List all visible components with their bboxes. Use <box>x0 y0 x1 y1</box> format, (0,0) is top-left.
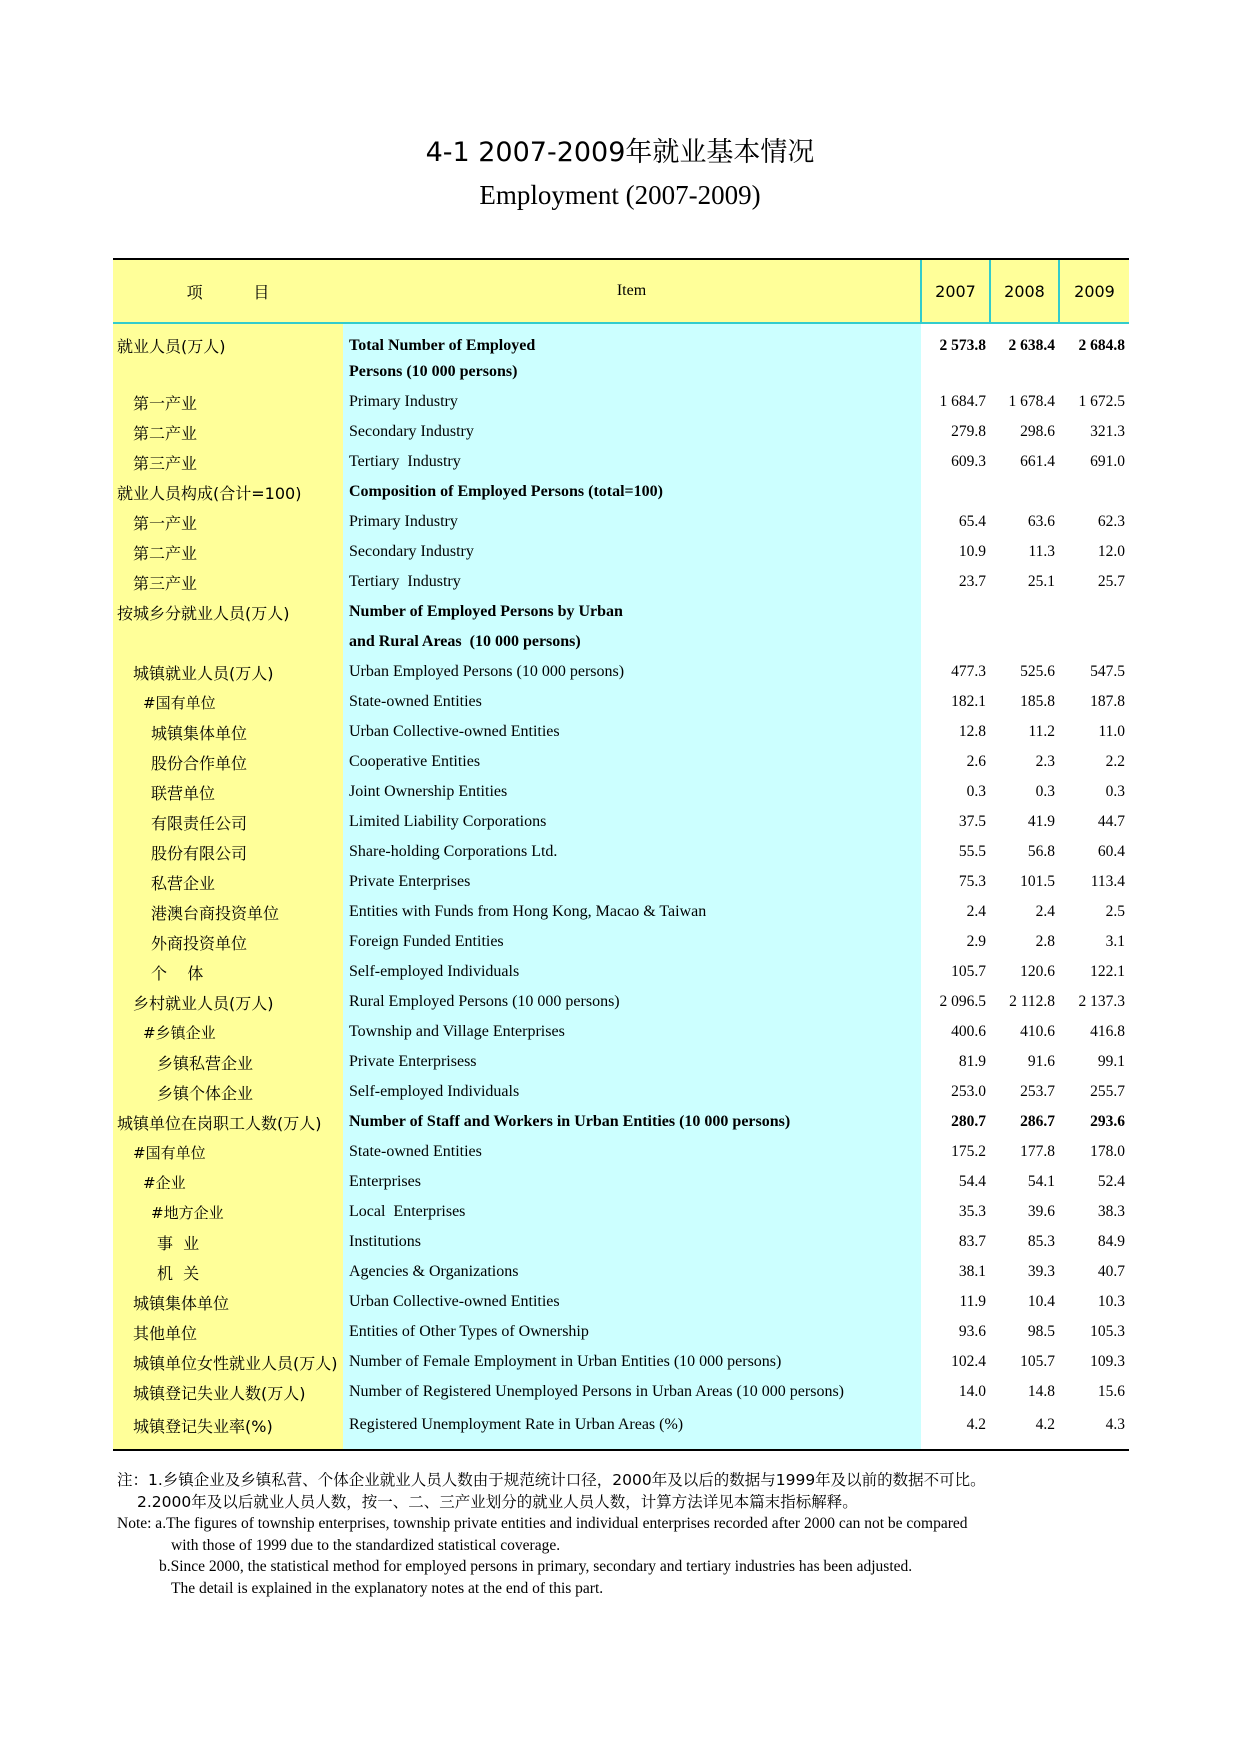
value-2009: 113.4 <box>1059 867 1129 897</box>
value-2007: 2.6 <box>921 747 990 777</box>
row-label-en: Total Number of Employed <box>343 323 921 357</box>
value-2008: 298.6 <box>990 417 1059 447</box>
value-2007: 11.9 <box>921 1287 990 1317</box>
value-2009: 255.7 <box>1059 1077 1129 1107</box>
value-2009: 691.0 <box>1059 447 1129 477</box>
value-2008: 286.7 <box>990 1107 1059 1137</box>
table-row <box>113 1137 1129 1167</box>
value-2007: 2 573.8 <box>921 323 990 357</box>
value-2008: 253.7 <box>990 1077 1059 1107</box>
row-label-cn: 就业人员构成(合计=100) <box>113 477 343 507</box>
row-label-en: Number of Female Employment in Urban Entities (10 000 persons) <box>343 1347 921 1377</box>
row-label-en: Number of Registered Unemployed Persons in Urban Areas (10 000 persons) <box>343 1377 921 1407</box>
table-row <box>113 567 1129 597</box>
table-row <box>113 537 1129 567</box>
value-2008: 10.4 <box>990 1287 1059 1317</box>
table-row <box>113 323 1129 357</box>
value-2008: 11.3 <box>990 537 1059 567</box>
table-row <box>113 747 1129 777</box>
row-label-en: Self-employed Individuals <box>343 957 921 987</box>
value-2007: 83.7 <box>921 1227 990 1257</box>
value-2008: 39.6 <box>990 1197 1059 1227</box>
table-row <box>113 1197 1129 1227</box>
table-row <box>113 1107 1129 1137</box>
value-2008 <box>990 597 1059 627</box>
row-label-cn <box>113 627 343 657</box>
table-row <box>113 1377 1129 1407</box>
value-2008 <box>990 627 1059 657</box>
row-label-cn: 第一产业 <box>113 387 343 417</box>
row-label-cn: 乡镇私营企业 <box>113 1047 343 1077</box>
table-row <box>113 1347 1129 1377</box>
row-label-en: Foreign Funded Entities <box>343 927 921 957</box>
value-2007: 12.8 <box>921 717 990 747</box>
row-label-cn: 城镇集体单位 <box>113 717 343 747</box>
table-row <box>113 777 1129 807</box>
row-label-cn: 第二产业 <box>113 537 343 567</box>
value-2007: 175.2 <box>921 1137 990 1167</box>
value-2007: 1 684.7 <box>921 387 990 417</box>
value-2009: 4.3 <box>1059 1407 1129 1450</box>
value-2008: 410.6 <box>990 1017 1059 1047</box>
table-row <box>113 927 1129 957</box>
row-label-en: Self-employed Individuals <box>343 1077 921 1107</box>
table-row <box>113 1077 1129 1107</box>
value-2008: 91.6 <box>990 1047 1059 1077</box>
row-label-cn: 个 体 <box>113 957 343 987</box>
row-label-en: Share-holding Corporations Ltd. <box>343 837 921 867</box>
row-label-en: Joint Ownership Entities <box>343 777 921 807</box>
row-label-cn: 港澳台商投资单位 <box>113 897 343 927</box>
value-2009: 547.5 <box>1059 657 1129 687</box>
row-label-en: Private Enterprises <box>343 867 921 897</box>
table-row <box>113 987 1129 1017</box>
row-label-en: Registered Unemployment Rate in Urban Areas (%) <box>343 1407 921 1450</box>
value-2007: 4.2 <box>921 1407 990 1450</box>
table-row <box>113 597 1129 627</box>
table-row <box>113 1287 1129 1317</box>
row-label-cn: 第一产业 <box>113 507 343 537</box>
value-2007: 280.7 <box>921 1107 990 1137</box>
value-2009 <box>1059 597 1129 627</box>
value-2009: 25.7 <box>1059 567 1129 597</box>
header-year-2008: 2008 <box>990 259 1059 323</box>
value-2009: 178.0 <box>1059 1137 1129 1167</box>
value-2008 <box>990 477 1059 507</box>
row-label-cn: 乡村就业人员(万人) <box>113 987 343 1017</box>
table-row <box>113 507 1129 537</box>
row-label-cn: 股份有限公司 <box>113 837 343 867</box>
header-item-en: Item <box>343 259 921 323</box>
value-2008: 25.1 <box>990 567 1059 597</box>
row-label-en: State-owned Entities <box>343 1137 921 1167</box>
value-2009: 2 137.3 <box>1059 987 1129 1017</box>
row-label-en: Entities of Other Types of Ownership <box>343 1317 921 1347</box>
row-label-cn: 城镇就业人员(万人) <box>113 657 343 687</box>
value-2009: 11.0 <box>1059 717 1129 747</box>
row-label-cn: #地方企业 <box>113 1197 343 1227</box>
value-2009: 15.6 <box>1059 1377 1129 1407</box>
row-label-cn: 机 关 <box>113 1257 343 1287</box>
table-row <box>113 417 1129 447</box>
value-2008: 2.3 <box>990 747 1059 777</box>
value-2008: 661.4 <box>990 447 1059 477</box>
table-row <box>113 1317 1129 1347</box>
row-label-en: Primary Industry <box>343 387 921 417</box>
table-row <box>113 1167 1129 1197</box>
row-label-cn: #国有单位 <box>113 687 343 717</box>
value-2007 <box>921 477 990 507</box>
table-row <box>113 867 1129 897</box>
row-label-cn: 私营企业 <box>113 867 343 897</box>
note-en-3: b.Since 2000, the statistical method for employed persons in primary, secondary and tertiary industries has been adjusted. <box>159 1558 913 1575</box>
value-2009: 12.0 <box>1059 537 1129 567</box>
table-row <box>113 1257 1129 1287</box>
value-2007: 477.3 <box>921 657 990 687</box>
value-2007: 182.1 <box>921 687 990 717</box>
value-2008: 2.4 <box>990 897 1059 927</box>
value-2007: 2 096.5 <box>921 987 990 1017</box>
table-row <box>113 477 1129 507</box>
value-2008: 39.3 <box>990 1257 1059 1287</box>
row-label-en: Urban Collective-owned Entities <box>343 717 921 747</box>
row-label-en: Persons (10 000 persons) <box>343 357 921 387</box>
value-2008: 120.6 <box>990 957 1059 987</box>
row-label-en: Rural Employed Persons (10 000 persons) <box>343 987 921 1017</box>
table-header-row <box>113 259 1129 323</box>
row-label-cn: 有限责任公司 <box>113 807 343 837</box>
value-2007: 400.6 <box>921 1017 990 1047</box>
row-label-en: Secondary Industry <box>343 417 921 447</box>
value-2008: 101.5 <box>990 867 1059 897</box>
row-label-cn: #乡镇企业 <box>113 1017 343 1047</box>
value-2009 <box>1059 357 1129 387</box>
value-2009: 2.5 <box>1059 897 1129 927</box>
value-2008: 177.8 <box>990 1137 1059 1167</box>
row-label-en: Agencies & Organizations <box>343 1257 921 1287</box>
value-2008: 56.8 <box>990 837 1059 867</box>
table-row <box>113 1017 1129 1047</box>
row-label-cn: 事 业 <box>113 1227 343 1257</box>
value-2009: 3.1 <box>1059 927 1129 957</box>
value-2009: 293.6 <box>1059 1107 1129 1137</box>
page-title-cn: 4-1 2007-2009年就业基本情况 <box>425 137 815 168</box>
value-2009: 109.3 <box>1059 1347 1129 1377</box>
row-label-en: Institutions <box>343 1227 921 1257</box>
value-2007: 609.3 <box>921 447 990 477</box>
table-row <box>113 1047 1129 1077</box>
note-en-4: The detail is explained in the explanatory notes at the end of this part. <box>171 1579 604 1597</box>
value-2007: 65.4 <box>921 507 990 537</box>
row-label-en: Composition of Employed Persons (total=100) <box>343 477 921 507</box>
row-label-en: Private Enterprisess <box>343 1047 921 1077</box>
row-label-en: Limited Liability Corporations <box>343 807 921 837</box>
table-row <box>113 627 1129 657</box>
row-label-cn: 其他单位 <box>113 1317 343 1347</box>
page-title-en: Employment (2007-2009) <box>479 180 761 210</box>
value-2008: 185.8 <box>990 687 1059 717</box>
row-label-en: Number of Staff and Workers in Urban Entities (10 000 persons) <box>343 1107 921 1137</box>
row-label-cn: #国有单位 <box>113 1137 343 1167</box>
value-2007: 35.3 <box>921 1197 990 1227</box>
header-item-cn: 项 目 <box>113 259 343 323</box>
employment-table-container <box>113 258 1129 1451</box>
value-2008: 63.6 <box>990 507 1059 537</box>
row-label-cn: 乡镇个体企业 <box>113 1077 343 1107</box>
value-2009: 122.1 <box>1059 957 1129 987</box>
value-2008: 0.3 <box>990 777 1059 807</box>
row-label-en: Township and Village Enterprises <box>343 1017 921 1047</box>
footnotes <box>117 1470 1127 1599</box>
value-2008: 85.3 <box>990 1227 1059 1257</box>
header-year-2009: 2009 <box>1059 259 1129 323</box>
table-row <box>113 1227 1129 1257</box>
value-2008: 11.2 <box>990 717 1059 747</box>
value-2007: 2.9 <box>921 927 990 957</box>
value-2009: 52.4 <box>1059 1167 1129 1197</box>
value-2009: 2 684.8 <box>1059 323 1129 357</box>
table-row <box>113 957 1129 987</box>
row-label-en: and Rural Areas (10 000 persons) <box>343 627 921 657</box>
value-2007: 38.1 <box>921 1257 990 1287</box>
row-label-en: Urban Employed Persons (10 000 persons) <box>343 657 921 687</box>
value-2009: 60.4 <box>1059 837 1129 867</box>
row-label-cn: 城镇单位在岗职工人数(万人) <box>113 1107 343 1137</box>
row-label-en: Tertiary Industry <box>343 567 921 597</box>
row-label-cn: 联营单位 <box>113 777 343 807</box>
value-2007: 81.9 <box>921 1047 990 1077</box>
value-2007 <box>921 627 990 657</box>
row-label-en: Cooperative Entities <box>343 747 921 777</box>
value-2007: 55.5 <box>921 837 990 867</box>
value-2007: 14.0 <box>921 1377 990 1407</box>
value-2009: 187.8 <box>1059 687 1129 717</box>
value-2007: 279.8 <box>921 417 990 447</box>
value-2007: 54.4 <box>921 1167 990 1197</box>
value-2007: 10.9 <box>921 537 990 567</box>
value-2007 <box>921 597 990 627</box>
row-label-en: Tertiary Industry <box>343 447 921 477</box>
row-label-cn: 股份合作单位 <box>113 747 343 777</box>
value-2008: 1 678.4 <box>990 387 1059 417</box>
value-2008: 98.5 <box>990 1317 1059 1347</box>
row-label-cn: 按城乡分就业人员(万人) <box>113 597 343 627</box>
table-row <box>113 687 1129 717</box>
value-2008: 4.2 <box>990 1407 1059 1450</box>
row-label-cn: 第三产业 <box>113 567 343 597</box>
value-2009: 99.1 <box>1059 1047 1129 1077</box>
table-row <box>113 657 1129 687</box>
value-2008: 525.6 <box>990 657 1059 687</box>
row-label-cn: 城镇登记失业人数(万人) <box>113 1377 343 1407</box>
value-2009: 38.3 <box>1059 1197 1129 1227</box>
value-2007: 105.7 <box>921 957 990 987</box>
table-row <box>113 897 1129 927</box>
value-2007: 2.4 <box>921 897 990 927</box>
value-2009 <box>1059 477 1129 507</box>
value-2008: 2.8 <box>990 927 1059 957</box>
note-cn-2: 2.2000年及以后就业人员人数，按一、二、三产业划分的就业人员人数，计算方法详见本篇末指标解释。 <box>137 1492 858 1511</box>
value-2008: 2 112.8 <box>990 987 1059 1017</box>
row-label-en: Local Enterprises <box>343 1197 921 1227</box>
row-label-cn: 外商投资单位 <box>113 927 343 957</box>
table-row <box>113 357 1129 387</box>
row-label-cn: #企业 <box>113 1167 343 1197</box>
value-2007: 102.4 <box>921 1347 990 1377</box>
value-2009 <box>1059 627 1129 657</box>
value-2007: 0.3 <box>921 777 990 807</box>
value-2007: 253.0 <box>921 1077 990 1107</box>
table-row <box>113 807 1129 837</box>
value-2009: 2.2 <box>1059 747 1129 777</box>
value-2007: 75.3 <box>921 867 990 897</box>
note-en-2: with those of 1999 due to the standardized statistical coverage. <box>171 1536 561 1554</box>
row-label-cn: 城镇登记失业率(%) <box>113 1407 343 1450</box>
row-label-cn: 第二产业 <box>113 417 343 447</box>
value-2007 <box>921 357 990 387</box>
value-2009: 0.3 <box>1059 777 1129 807</box>
row-label-cn: 就业人员(万人) <box>113 323 343 357</box>
row-label-en: State-owned Entities <box>343 687 921 717</box>
value-2009: 416.8 <box>1059 1017 1129 1047</box>
value-2009: 62.3 <box>1059 507 1129 537</box>
value-2008: 105.7 <box>990 1347 1059 1377</box>
table-row <box>113 717 1129 747</box>
value-2007: 23.7 <box>921 567 990 597</box>
note-cn-1: 注：1.乡镇企业及乡镇私营、个体企业就业人员人数由于规范统计口径，2000年及以后的数据与1999年及以前的数据不可比。 <box>117 1471 986 1489</box>
row-label-en: Secondary Industry <box>343 537 921 567</box>
table-body <box>113 323 1129 1450</box>
employment-table <box>113 258 1129 1451</box>
value-2008 <box>990 357 1059 387</box>
value-2008: 14.8 <box>990 1377 1059 1407</box>
value-2008: 54.1 <box>990 1167 1059 1197</box>
value-2008: 41.9 <box>990 807 1059 837</box>
value-2007: 93.6 <box>921 1317 990 1347</box>
row-label-en: Primary Industry <box>343 507 921 537</box>
row-label-en: Enterprises <box>343 1167 921 1197</box>
row-label-en: Urban Collective-owned Entities <box>343 1287 921 1317</box>
row-label-cn: 城镇集体单位 <box>113 1287 343 1317</box>
value-2009: 44.7 <box>1059 807 1129 837</box>
value-2009: 1 672.5 <box>1059 387 1129 417</box>
row-label-cn: 城镇单位女性就业人员(万人) <box>113 1347 343 1377</box>
table-row <box>113 837 1129 867</box>
row-label-cn <box>113 357 343 387</box>
value-2009: 84.9 <box>1059 1227 1129 1257</box>
table-row <box>113 387 1129 417</box>
table-row <box>113 1407 1129 1450</box>
row-label-cn: 第三产业 <box>113 447 343 477</box>
value-2009: 10.3 <box>1059 1287 1129 1317</box>
value-2007: 37.5 <box>921 807 990 837</box>
value-2009: 40.7 <box>1059 1257 1129 1287</box>
row-label-en: Entities with Funds from Hong Kong, Macao & Taiwan <box>343 897 921 927</box>
header-year-2007: 2007 <box>921 259 990 323</box>
note-en-1: Note: a.The figures of township enterprises, township private entities and individual enterprises recorded after 2000 can not be compared <box>117 1515 968 1532</box>
value-2009: 321.3 <box>1059 417 1129 447</box>
table-row <box>113 447 1129 477</box>
value-2008: 2 638.4 <box>990 323 1059 357</box>
value-2009: 105.3 <box>1059 1317 1129 1347</box>
row-label-en: Number of Employed Persons by Urban <box>343 597 921 627</box>
